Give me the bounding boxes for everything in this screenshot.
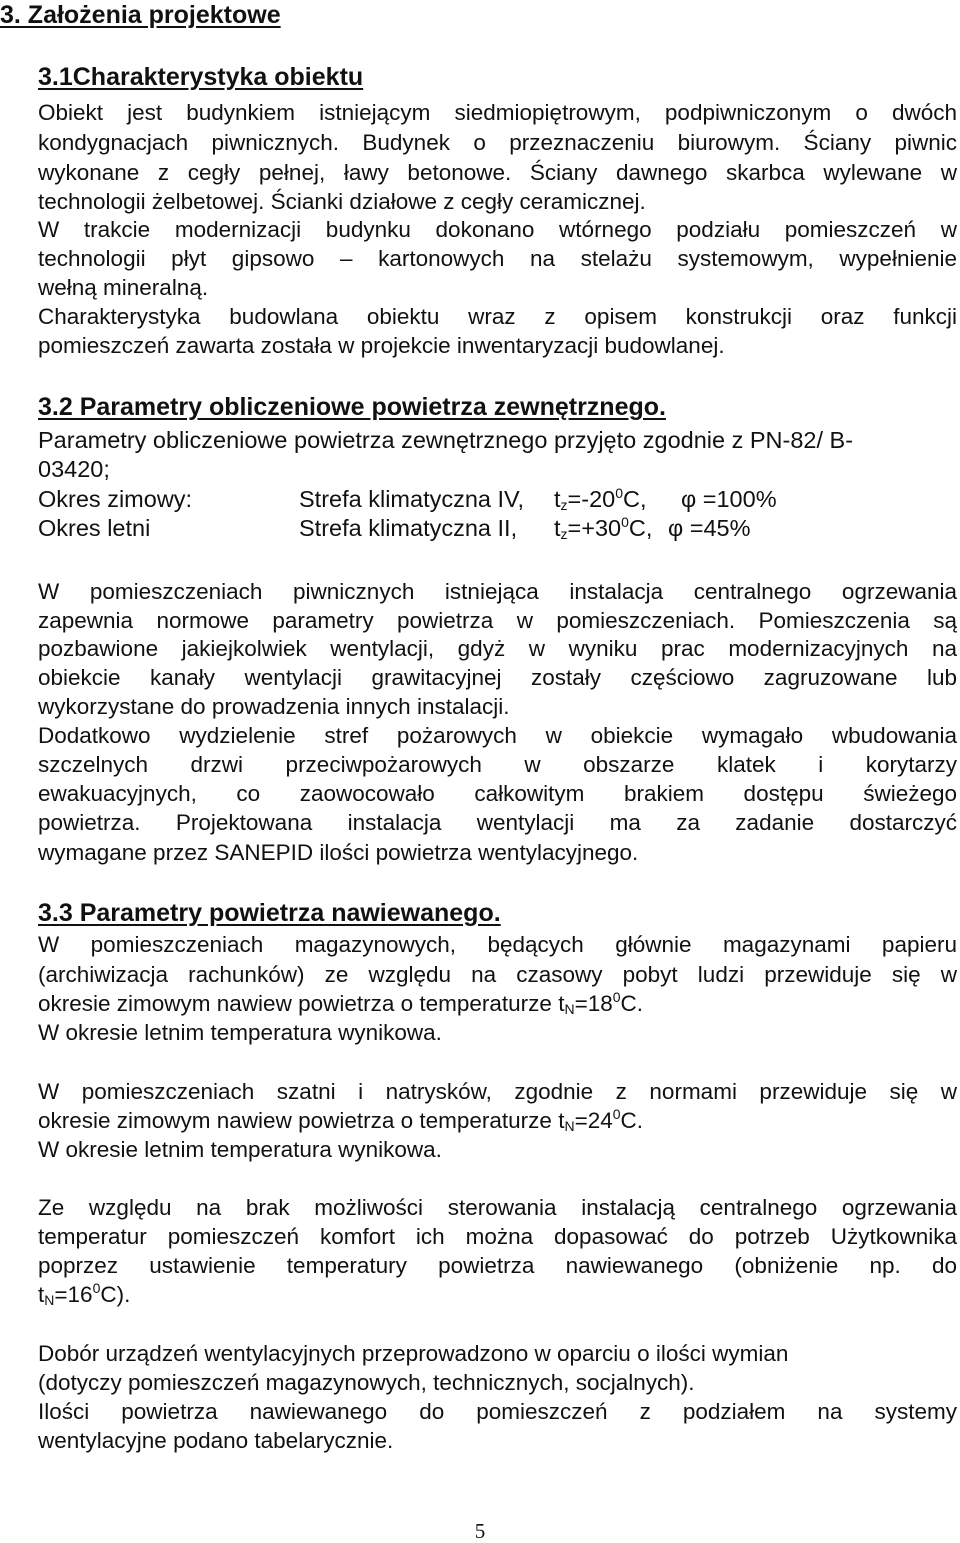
section-heading-3-2: 3.2 Parametry obliczeniowe powietrza zewnętrznego. bbox=[38, 393, 666, 421]
paragraph-line: wentylacyjne podano tabelarycznie. bbox=[38, 1428, 394, 1453]
paragraph-line: szczelnych drzwi przeciwpożarowych w obszarze klatek i korytarzy bbox=[38, 752, 957, 777]
paragraph-line: 03420; bbox=[38, 456, 110, 482]
paragraph-line: wykorzystane do prowadzenia innych instalacji. bbox=[38, 694, 510, 719]
winter-zone: Strefa klimatyczna IV, bbox=[299, 486, 525, 512]
paragraph-line: pomieszczeń zawarta została w projekcie inwentaryzacji budowlanej. bbox=[38, 333, 725, 358]
paragraph-line: Ze względu na brak możliwości sterowania instalacją centralnego ogrzewania bbox=[38, 1195, 957, 1220]
paragraph-line: poprzez ustawienie temperatury powietrza nawiewanego (obniżenie np. do bbox=[38, 1253, 957, 1278]
paragraph-line: wykonane z cegły pełnej, ławy betonowe. Ściany dawnego skarbca wylewane w bbox=[38, 160, 957, 185]
paragraph-line: W pomieszczeniach magazynowych, będących głównie magazynami papieru bbox=[38, 932, 957, 957]
summer-temperature: $t_z=+30^0C$, bbox=[554, 514, 653, 542]
paragraph-line: temperatur pomieszczeń komfort ich można dopasować do potrzeb Użytkownika bbox=[38, 1224, 957, 1249]
paragraph-line: ewakuacyjnych, co zaowocowało całkowitym brakiem dostępu świeżego bbox=[38, 781, 957, 806]
summer-label: Okres letni bbox=[38, 515, 151, 541]
paragraph-line-temperature: okresie zimowym nawiew powietrza o temperaturze $t_N=24^0C$. bbox=[38, 1106, 644, 1134]
paragraph-line: pozbawione jakiejkolwiek wentylacji, gdyż w wyniku prac modernizacyjnych na bbox=[38, 636, 957, 661]
paragraph-line: technologii żelbetowej. Ścianki działowe z cegły ceramicznej. bbox=[38, 189, 646, 214]
paragraph-line-temperature: okresie zimowym nawiew powietrza o temperaturze $t_N=18^0C$. bbox=[38, 989, 644, 1017]
paragraph-line: Dobór urządzeń wentylacyjnych przeprowadzono w oparciu o ilości wymian bbox=[38, 1341, 789, 1366]
paragraph-line: (archiwizacja rachunków) ze względu na czasowy pobyt ludzi przewiduje się w bbox=[38, 962, 957, 987]
paragraph-line: kondygnacjach piwnicznych. Budynek o przeznaczeniu biurowym. Ściany piwnic bbox=[38, 130, 957, 155]
section-heading-3-3: 3.3 Parametry powietrza nawiewanego. bbox=[38, 899, 501, 927]
paragraph-line: W okresie letnim temperatura wynikowa. bbox=[38, 1137, 442, 1162]
paragraph-line: Parametry obliczeniowe powietrza zewnętrznego przyjęto zgodnie z PN-82/ B- bbox=[38, 427, 854, 453]
paragraph-line: W pomieszczeniach piwnicznych istniejąca instalacja centralnego ogrzewania bbox=[38, 579, 957, 604]
paragraph-line: W trakcie modernizacji budynku dokonano wtórnego podziału pomieszczeń w bbox=[38, 217, 957, 242]
paragraph-line: Ilości powietrza nawiewanego do pomieszczeń z podziałem na systemy bbox=[38, 1399, 957, 1424]
winter-humidity: φ =100% bbox=[681, 486, 777, 512]
winter-label: Okres zimowy: bbox=[38, 486, 193, 512]
paragraph-line: obiekcie kanały wentylacji grawitacyjnej zostały częściowo zagruzowane lub bbox=[38, 665, 957, 690]
paragraph-line: technologii płyt gipsowo – kartonowych na stelażu systemowym, wypełnienie bbox=[38, 246, 957, 271]
section-heading-3-1: 3.1Charakterystyka obiektu bbox=[38, 63, 364, 91]
paragraph-line: W okresie letnim temperatura wynikowa. bbox=[38, 1020, 442, 1045]
paragraph-line: Obiekt jest budynkiem istniejącym siedmiopiętrowym, podpiwniczonym o dwóch bbox=[38, 100, 957, 125]
paragraph-line: zapewnia normowe parametry powietrza w pomieszczeniach. Pomieszczenia są bbox=[38, 608, 957, 633]
winter-temperature: $t_z=-20^0C$, bbox=[554, 485, 647, 513]
paragraph-line: Dodatkowo wydzielenie stref pożarowych w obiekcie wymagało wbudowania bbox=[38, 723, 957, 748]
paragraph-line-temperature: $t_N=16^0C$). bbox=[38, 1280, 131, 1308]
paragraph-line: wymagane przez SANEPID ilości powietrza wentylacyjnego. bbox=[38, 840, 639, 865]
paragraph-line: powietrza. Projektowana instalacja wentylacji ma za zadanie dostarczyć bbox=[38, 810, 957, 835]
paragraph-line: Charakterystyka budowlana obiektu wraz z opisem konstrukcji oraz funkcji bbox=[38, 304, 957, 329]
document-title: 3. Założenia projektowe bbox=[0, 1, 281, 29]
paragraph-line: (dotyczy pomieszczeń magazynowych, technicznych, socjalnych). bbox=[38, 1370, 695, 1395]
summer-zone: Strefa klimatyczna II, bbox=[299, 515, 518, 541]
page-number: 5 bbox=[474, 1519, 486, 1543]
paragraph-line: wełną mineralną. bbox=[38, 275, 209, 300]
summer-humidity: φ =45% bbox=[668, 515, 751, 541]
paragraph-line: W pomieszczeniach szatni i natrysków, zgodnie z normami przewiduje się w bbox=[38, 1079, 957, 1104]
